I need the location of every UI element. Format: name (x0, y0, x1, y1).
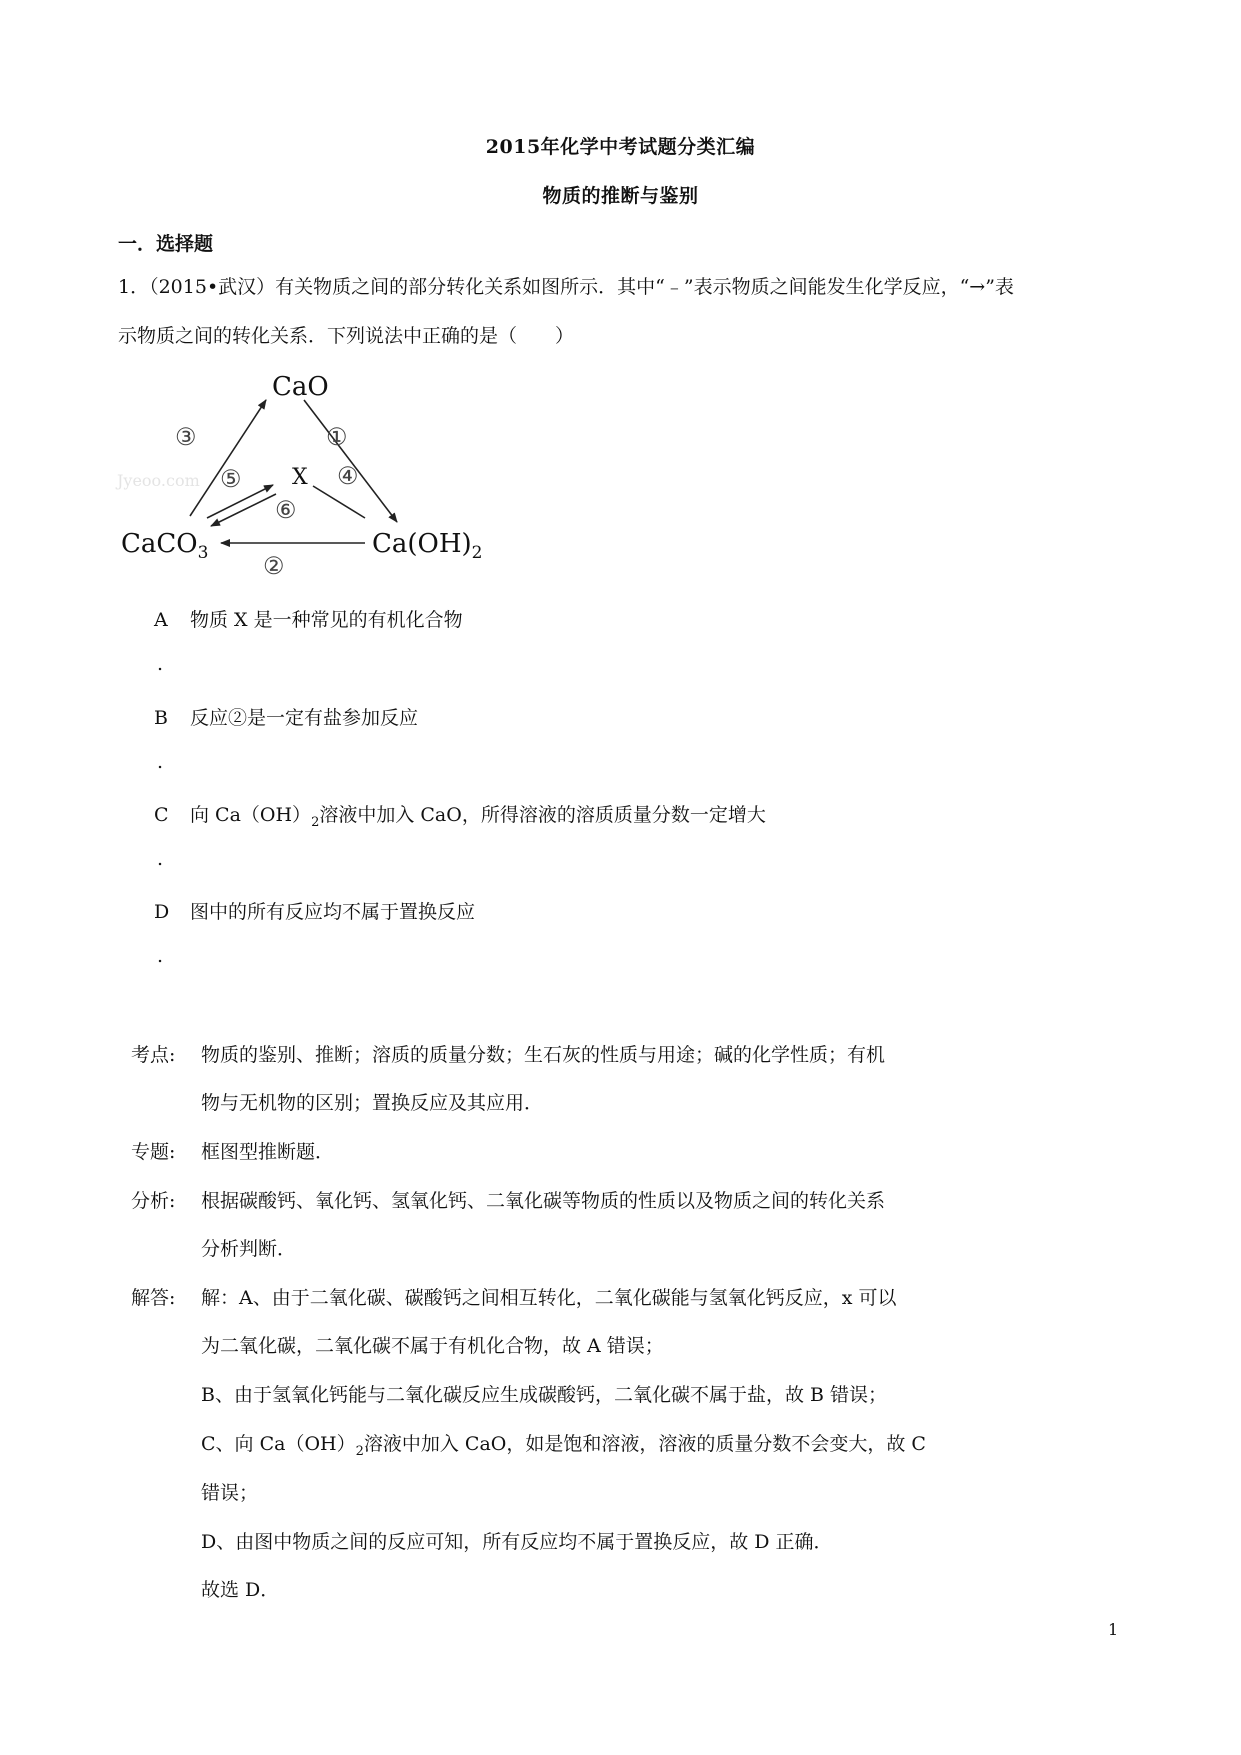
option-a (154, 605, 463, 632)
jieda-line-4: C、向 $Ca(OH)_2$溶液中加入 CaO，如是饱和溶液，溶液的质量分数不会变大，故 C (201, 1433, 926, 1459)
question-line-1: 1．（2015•武汉）有关物质之间的部分转化关系如图所示．其中“﹣”表示物质之间能发生化学反应，“→”表 (118, 276, 1014, 298)
fenxi-line-2: 分析判断． (201, 1238, 297, 1260)
option-letter: C (154, 804, 169, 826)
document-title: 2015年化学中考试题分类汇编 (485, 136, 756, 158)
question-line-2: 示物质之间的转化关系．下列说法中正确的是（ ） (118, 325, 575, 347)
option-dot: . (157, 945, 164, 967)
watermark-text: Jyeoo.com (117, 471, 200, 490)
option-c (154, 800, 766, 830)
jieda-line-1: 解：A、由于二氧化碳、碳酸钙之间相互转化，二氧化碳能与氢氧化钙反应，x 可以 (201, 1287, 897, 1309)
option-letter: A (154, 609, 168, 631)
arrow-cao-to-caoh2 (304, 400, 397, 522)
marker-4: ④ (337, 462, 359, 490)
option-text: 溶液中加入 CaO，所得溶液的溶质质量分数一定增大 (319, 804, 766, 826)
kaodian-line-1: 物质的鉴别、推断；溶质的质量分数；生石灰的性质与用途；碱的化学性质；有机 (201, 1044, 886, 1066)
marker-2: ② (263, 552, 285, 578)
fenxi-label: 分析: (131, 1190, 176, 1212)
jieda-line-7: 故选 D． (201, 1579, 280, 1601)
option-text: 物质 X 是一种常见的有机化合物 (190, 609, 463, 631)
page-number: 1 (1108, 1620, 1119, 1639)
option-circled-number: ② (228, 707, 248, 729)
arrow-x-to-caco3 (211, 494, 276, 526)
node-caoh2: $Ca(OH)_2$ (372, 529, 483, 563)
document-subtitle: 物质的推断与鉴别 (542, 185, 699, 207)
option-b (154, 703, 418, 730)
option-dot: . (157, 751, 164, 773)
zhuanti-text: 框图型推断题． (201, 1141, 335, 1163)
jieda-line-5: 错误； (201, 1482, 259, 1504)
node-cao: CaO (272, 372, 329, 402)
marker-3: ③ (175, 423, 197, 451)
marker-5: ⑤ (220, 465, 242, 493)
arrow-caco3-to-cao (190, 400, 266, 516)
jieda-line-2: 为二氧化碳，二氧化碳不属于有机化合物，故 A 错误； (201, 1335, 664, 1357)
marker-1: ① (326, 423, 348, 451)
marker-6: ⑥ (275, 496, 297, 524)
jieda-label: 解答: (131, 1287, 176, 1309)
node-x: X (292, 465, 308, 490)
jieda-line-6: D、由图中物质之间的反应可知，所有反应均不属于置换反应，故 D 正确． (201, 1531, 833, 1553)
reaction-diagram (115, 368, 495, 578)
line-x-caoh2 (313, 486, 365, 518)
zhuanti-label: 专题: (131, 1141, 176, 1163)
option-subscript: 2 (311, 814, 320, 830)
option-text: 是一定有盐参加反应 (247, 707, 419, 729)
fenxi-line-1: 根据碳酸钙、氧化钙、氢氧化钙、二氧化碳等物质的性质以及物质之间的转化关系 (201, 1190, 886, 1212)
kaodian-line-2: 物与无机物的区别；置换反应及其应用． (201, 1092, 544, 1114)
jieda-line-3: B、由于氢氧化钙能与二氧化碳反应生成碳酸钙，二氧化碳不属于盐，故 B 错误； (201, 1384, 888, 1406)
option-text: 反应 (190, 707, 229, 729)
option-text: 图中的所有反应均不属于置换反应 (190, 901, 476, 923)
option-text: 向 Ca（OH） (190, 804, 312, 826)
option-dot: . (157, 653, 164, 675)
node-caco3: CaCO$_3$ (121, 529, 209, 563)
option-letter: B (154, 707, 168, 729)
option-dot: . (157, 848, 164, 870)
kaodian-label: 考点: (131, 1044, 176, 1066)
option-letter: D (154, 901, 170, 923)
option-d (154, 897, 475, 924)
section-heading: 一．选择题 (118, 233, 214, 255)
